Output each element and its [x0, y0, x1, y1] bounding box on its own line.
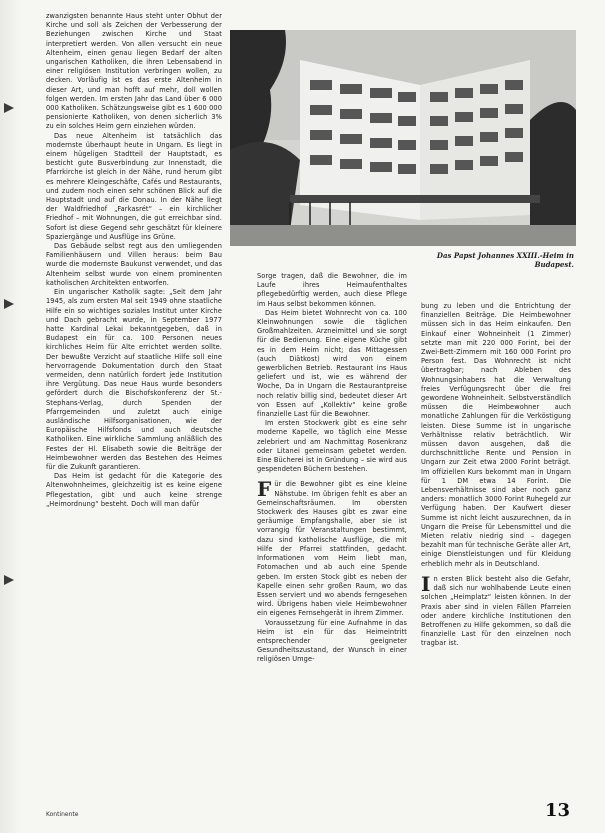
column-1-paragraph: Das neue Altenheim ist tatsächlich das modernste überhaupt heute in Ungarn. Es liegt in einem hügeligen Stadtteil der Hauptstadt, es besticht gute Busverbindung zur Innenstadt, die Pfarrkirche ist gleich in der Nähe, rund herum gibt es mehrere Kleingeschäfte, Cafés und Restaurants, und zudem noch einen sehr schönen Blick auf die Hauptstadt und auf die Donau. In der Nähe liegt der Waldfriedhof „Farkasrét“ – ein kirchlicher Friedhof – mit Wohnungen, die gut erreichbar sind. Sofort ist diese Gegend sehr geschätzt für kleinere Spaziergänge und Ausflüge ins Grüne. [46, 131, 222, 241]
dropcap-paragraph-f [257, 477, 407, 618]
column-2-paragraph: Das Heim bietet Wohnrecht von ca. 100 Kleinwohnungen sowie die täglichen Großmahlzeiten. Arzneimittel und sie sorgt für die Bedienung. Eine eigene Küche gibt es in dem Heim nicht; das Mittagessen (auch Diätkost) wird von einem gewerblichen Betrieb. Restaurant ins Haus geliefert und ist, wie es während der Woche, Da in Ungarn die Restaurantpreise noch relativ billig sind, bedeutet dieser Art von Essen auf „Kollektiv“ keine große finanzielle Last für die Bewohner. [257, 308, 407, 419]
photo-caption-line-1: Das Papst Johannes XXIII.-Heim in [436, 251, 574, 260]
dropcap-letter: I [421, 571, 431, 596]
footer-source: Kontinente [46, 811, 79, 818]
column-1-paragraph: zwanzigsten benannte Haus steht unter Obhut der Kirche und soll als Zeichen der Verbesserung der Beziehungen zwischen Kirche und Staat interpretiert werden. Von allen versucht ein neue Altenheim, einen genau liegen Bedarf der alten ungarischen Katholiken, die ihren Lebensabend in einer religiösen Institution verbringen wollen, zu decken. Vorläufig ist es das erste Altenheim in dieser Art, und man hofft auf mehr, doll wollen folgen werden. Im ersten Jahr das Land über 6 000 000 Katholiken. Schätzungsweise gibt es 1 600 000 pensionierte Katholiken, von denen sicherlich 3% zu ein solches Heim gern einziehen würden. [46, 12, 222, 131]
paragraph-admission: Voraussetzung für eine Aufnahme in das Heim ist ein für das Heimeintritt entsprechender geeigneter Gesundheitszustand, der Wunsch in einer religiösen Umge- [257, 618, 407, 664]
dropcap-paragraph-i [421, 571, 571, 649]
photo-caption [400, 251, 574, 269]
binder-mark [4, 103, 16, 113]
article-column-3 [421, 302, 571, 649]
page-number: 13 [545, 800, 571, 821]
page-edge [0, 0, 22, 833]
column-1-paragraph: Ein ungarischer Katholik sagte: „Seit dem Jahr 1945, als zum ersten Mal seit 1949 ohne staatliche Hilfe ein so wichtiges soziales Institut unter Kirche und Dach gebracht wurde, in September 1977 hatte Kardinal Lekai bekanntgegeben, daß in Budapest ein für ca. 100 Personen neues kirchliches Heim für Alte errichtet werden sollte. Der bewußte Verzicht auf staatliche Hilfe soll eine hervorragende Dokumentation durch den Staat vermeiden, denn natürlich fordert jede Institution ihre Vergütung. Das neue Haus wurde besonders gefördert durch die Bischofskonferenz der St.-Stephans-Verlag, durch Spenden der Pfarrgemeinden und zuletzt auch einige ausländische Hilfsorganisationen, wie der Europäische Hilfsfonds und auch deutsche Katholiken. Eine wirkliche Sammlung anläßlich des Festes der Hl. Elisabeth sowie die Beiträge der Heimbewohner werden das Bestehen des Heimes für die Zukunft garantieren. [46, 288, 222, 471]
column-2-paragraphs [257, 272, 407, 474]
column-1-paragraph: Das Heim ist gedacht für die Kategorie des Altenwohnheimes, gleichzeitig ist es keine eigene Pflegestation, gibt und auch keine strenge „Heimordnung“ besteht. Doch will man dafür [46, 472, 222, 508]
column-2-paragraph: Im ersten Stockwerk gibt es eine sehr moderne Kapelle, wo täglich eine Messe zelebriert und am Nachmittag Rosenkranz oder Litanei gemeinsam gebetet werden. Eine Bücherei ist in Gründung – sie wird aus gespendeten Büchern bestehen. [257, 419, 407, 474]
article-photo [230, 30, 576, 246]
photo-caption-line-2: Budapest. [534, 260, 574, 269]
article-column-2 [257, 272, 407, 665]
paragraph-costs: bung zu leben und die Entrichtung der finanziellen Beiträge. Die Heimbewohner müssen sich in das Heim einkaufen. Den Einkauf einer Wohneinheit (1 Zimmer) setzte man mit 220 000 Forint, bei der Zwei-Bett-Zimmern mit 160 000 Forint pro Person fest. Das Wohnrecht ist nicht übertragbar; nach Ableben des Wohnungsinhabers hat die Verwaltung freies Verfügungsrecht über die frei gewordene Wohneinheit. Selbstverständlich müssen die Heimbewohner auch monatliche Zahlungen für die Verköstigung leisten. Diese Summe ist in ungarische Verhältnisse relativ beträchtlich. Wir müssen davon ausgehen, daß die durchschnittliche Rente und Pension in Ungarn zur Zeit etwa 2000 Forint beträgt. Im offiziellen Kurs bekommt man in Ungarn für 1 DM etwa 14 Forint. Die Lebensverhältnisse sind aber noch ganz anders: monatlich 3000 Forint Ruhegeld zur Verfügung haben. Der Kaufwert dieser Summe ist nicht leicht auszurechnen, da in Ungarn die Preise für Lebensmittel und die Mieten relativ niedrig sind – dagegen bezahlt man für technische Geräte aller Art, einige Dienstleistungen und für Kleidung erheblich mehr als in Deutschland. [421, 302, 571, 568]
building-photo-illustration [230, 30, 576, 246]
dropcap-paragraph-text: ür die Bewohner gibt es eine kleine Nähstube. Im übrigen fehlt es aber an Gemeinschaftsräumen. Im obersten Stockwerk des Hauses gibt es zwar eine geräumige Empfangshalle, aber sie ist vorrangig für Veranstaltungen bestimmt, dazu sind katholische Ausflüge, die mit Hilfe der Pfarrei stattfinden, gedacht. Informationen vom Heim liebt man, Fotomachen und ab auch eine Spende geben. Im ersten Stock gibt es neben der Kapelle einen sehr großen Raum, wo das Essen serviert und wo abends ferngesehen wird. Übrigens haben viele Heimbewohner ein eigenes Fernsehgerät in ihrem Zimmer. [257, 480, 407, 618]
binder-mark [4, 575, 16, 585]
column-2-paragraph: Sorge tragen, daß die Bewohner, die im Laufe ihres Heimaufenthaltes pflegebedürftig werden, auch diese Pflege im Haus selbst bekommen können. [257, 272, 407, 308]
dropcap-paragraph-text: n ersten Blick besteht also die Gefahr, daß sich nur wohlhabende Leute einen solchen „Heimplatz“ leisten können. In der Praxis aber sind in vielen Fällen Pfarreien oder andere kirchliche Institutionen den Betroffenen zu Hilfe gekommen, so daß die finanzielle Last für den einzelnen noch tragbar ist. [421, 574, 571, 648]
article-column-1 [46, 12, 222, 509]
column-1-paragraph: Das Gebäude selbst regt aus den umliegenden Familienhäusern und Villen heraus: beim Bau wurde die modernste Baukunst verwendet, und das Altenheim selbst wurde von einem prominenten katholischen Architekten entworfen. [46, 242, 222, 287]
dropcap-letter: F [257, 477, 272, 502]
binder-mark [4, 299, 16, 309]
